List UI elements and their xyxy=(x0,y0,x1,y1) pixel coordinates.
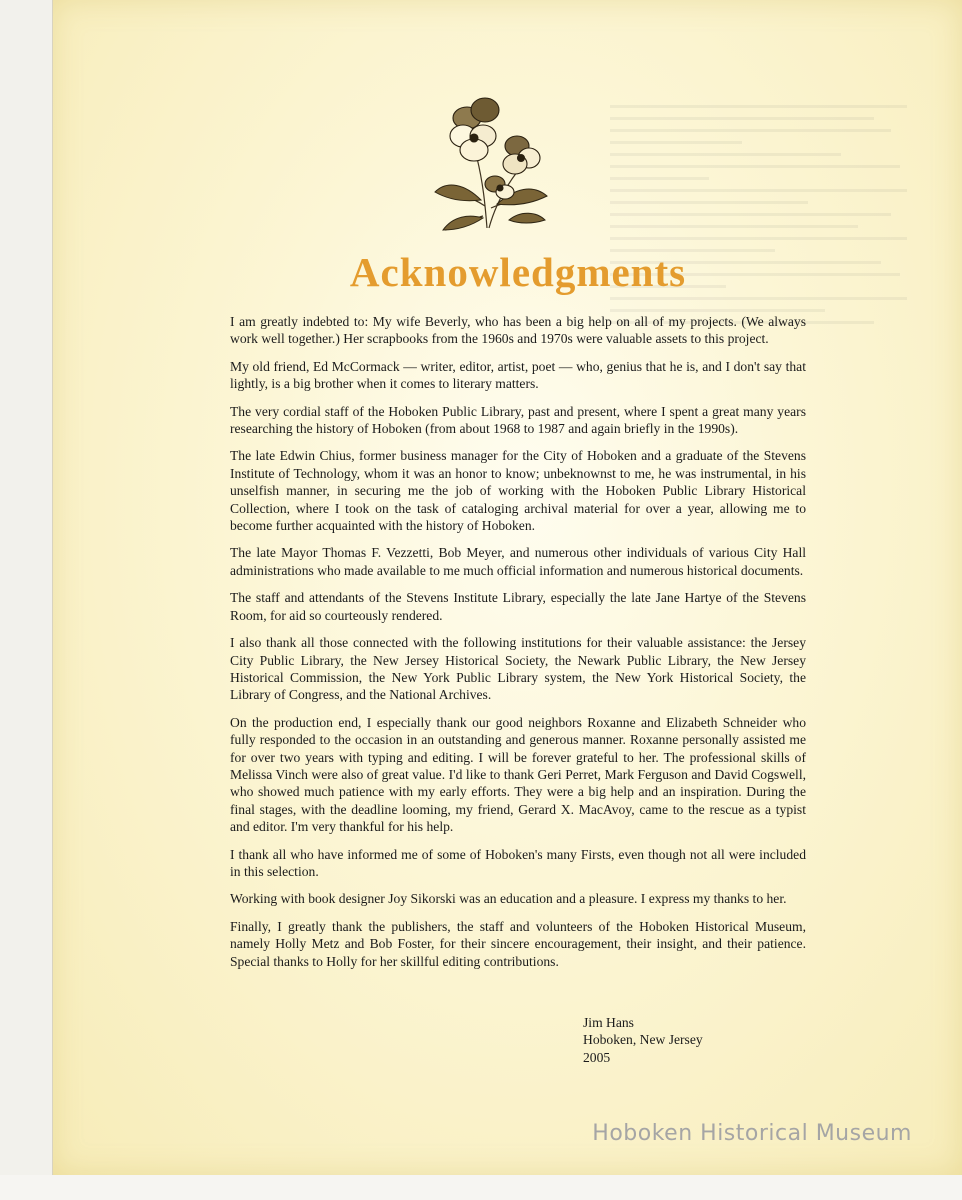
paragraph: I thank all who have informed me of some of Hoboken's many Firsts, even though not all were included in this selection. xyxy=(230,846,806,879)
acknowledgments-body xyxy=(230,313,806,980)
paragraph: My old friend, Ed McCormack — writer, editor, artist, poet — who, genius that he is, and I don't say that lightly, is a big brother when it comes to literary matters. xyxy=(230,358,806,392)
paragraph: The staff and attendants of the Stevens Institute Library, especially the late Jane Hartye of the Stevens Room, for aid so courteously rendered. xyxy=(230,590,806,623)
paragraph: The late Mayor Thomas F. Vezzetti, Bob Meyer, and numerous other individuals of various City Hall administrations who made available to me much official information and numerous historical documents. xyxy=(230,545,806,578)
paragraph: Finally, I greatly thank the publishers, the staff and volunteers of the Hoboken Historical Museum, namely Holly Metz and Bob Foster, for their sincere encouragement, their insight, and their patience. Special thanks to Holly for her skillful editing contributions. xyxy=(230,918,806,969)
signature-name: Jim Hans xyxy=(583,1015,634,1030)
pansy-flower-icon xyxy=(425,88,555,233)
page-edge xyxy=(52,0,53,1175)
watermark: Hoboken Historical Museum xyxy=(592,1121,912,1146)
paragraph: I am greatly indebted to: My wife Beverly, who has been a big help on all of my projects. (We always work well together.) Her scrapbooks from the 1960s and 1970s were valuable assets to this project. xyxy=(230,314,806,347)
scan-margin xyxy=(0,1175,962,1200)
page-title: Acknowledgments xyxy=(349,249,687,295)
paragraph: Working with book designer Joy Sikorski was an education and a pleasure. I express my thanks to her. xyxy=(230,891,787,907)
paragraph: The late Edwin Chius, former business manager for the City of Hoboken and a graduate of the Stevens Institute of Technology, whom it was an honor to know; unbeknownst to me, he was instrumental, in his unselfish manner, in securing me the job of working with the Hoboken Public Library Historical Collection, where I took on the task of cataloging archival material for over a year, allowing me to become further acquainted with the history of Hoboken. xyxy=(230,448,806,534)
signature-year: 2005 xyxy=(583,1049,611,1065)
paragraph: I also thank all those connected with the following institutions for their valuable assistance: the Jersey City Public Library, the New Jersey Historical Society, the Newark Public Library, the New Jersey Historical Commission, the New York Public Library system, the New York Historical Society, the Library of Congress, and the National Archives. xyxy=(230,635,806,703)
paragraph: The very cordial staff of the Hoboken Public Library, past and present, where I spent a great many years researching the history of Hoboken (from about 1968 to 1987 and again briefly in the 1990s). xyxy=(230,403,806,437)
paragraph: On the production end, I especially thank our good neighbors Roxanne and Elizabeth Schneider who fully responded to the occasion in an outstanding and generous manner. Roxanne personally assisted me for over two years with typing and editing. I will be forever grateful to her. The professional skills of Melissa Vinch were also of great value. I'd like to thank Geri Perret, Mark Ferguson and David Cogswell, who showed much patience with my early efforts. They were a big help and an inspiration. During the final stages, with the deadline looming, my friend, Gerard X. MacAvoy, came to the rescue as a typist and editor. I'm very thankful for his help. xyxy=(230,714,806,835)
signature-place: Hoboken, New Jersey xyxy=(583,1032,703,1048)
signature-block xyxy=(583,1014,703,1066)
